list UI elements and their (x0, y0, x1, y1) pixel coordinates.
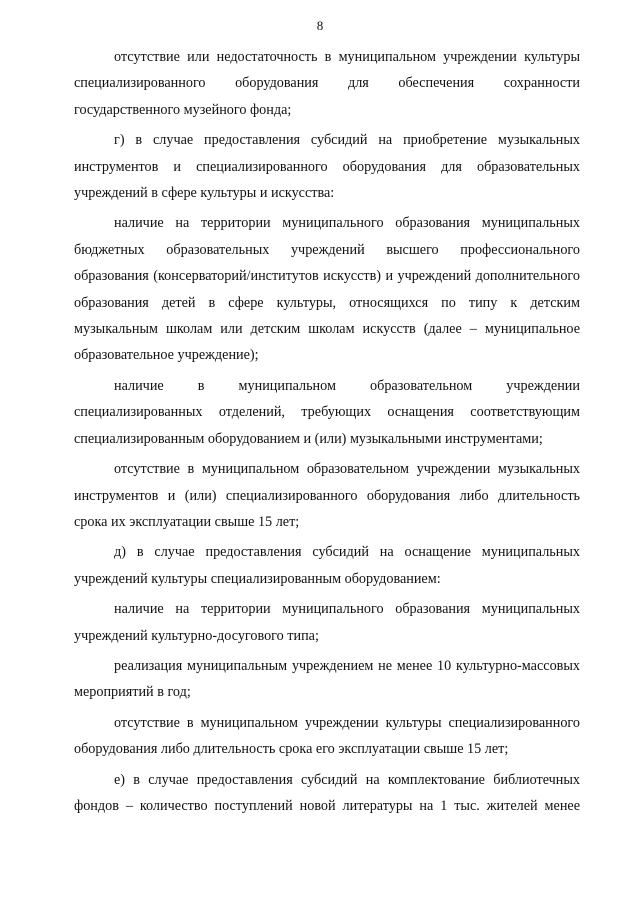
paragraph-museum-equipment: отсутствие или недостаточность в муниципальном учреждении культуры специализированного оборудования для обеспечения сохранности государственного музейного фонда; (74, 49, 580, 118)
paragraph-cultural-leisure: наличие на территории муниципального образования муниципальных учреждений культурно-досугового типа; (74, 601, 580, 644)
paragraph-equipment-absence: отсутствие в муниципальном учреждении культуры специализированного оборудования либо длительность срока его эксплуатации свыше 15 лет; (74, 714, 580, 758)
paragraph-specialized-departments: наличие в муниципальном образовательном учреждении специализированных отделений, требующих оснащения соответствующим специализированным оборудованием и (или) музыкальными инструментами; (74, 377, 580, 447)
paragraph-d-equipment-subsidies: д) в случае предоставления субсидий на оснащение муниципальных учреждений культуры специализированным оборудованием: (74, 544, 580, 587)
document-body (74, 44, 580, 823)
paragraph-mass-events: реализация муниципальным учреждением не менее 10 культурно-массовых мероприятий в год; (74, 657, 580, 701)
paragraph-instruments-absence: отсутствие в муниципальном образовательном учреждении музыкальных инструментов и (или) специализированного оборудования либо длительность срока их эксплуатации свыше 15 лет; (74, 461, 580, 530)
paragraph-e-library-funds: е) в случае предоставления субсидий на комплектование библиотечных фондов – количество поступлений новой литературы на 1 тыс. жителей менее (74, 771, 580, 814)
paragraph-g-musical-instruments: г) в случае предоставления субсидий на приобретение музыкальных инструментов и специализированного оборудования для образовательных учреждений в сфере культуры и искусства: (74, 132, 580, 202)
paragraph-educational-institutions: наличие на территории муниципального образования муниципальных бюджетных образовательных учреждений высшего профессионального образования (консерваторий/институтов искусств) и учреждений дополнительного образования детей в сфере культуры, относящихся по типу к детским музыкальным школам или детским школам искусств (далее – муниципальное образовательное учреждение); (74, 215, 580, 364)
page-number: 8 (316, 18, 324, 33)
